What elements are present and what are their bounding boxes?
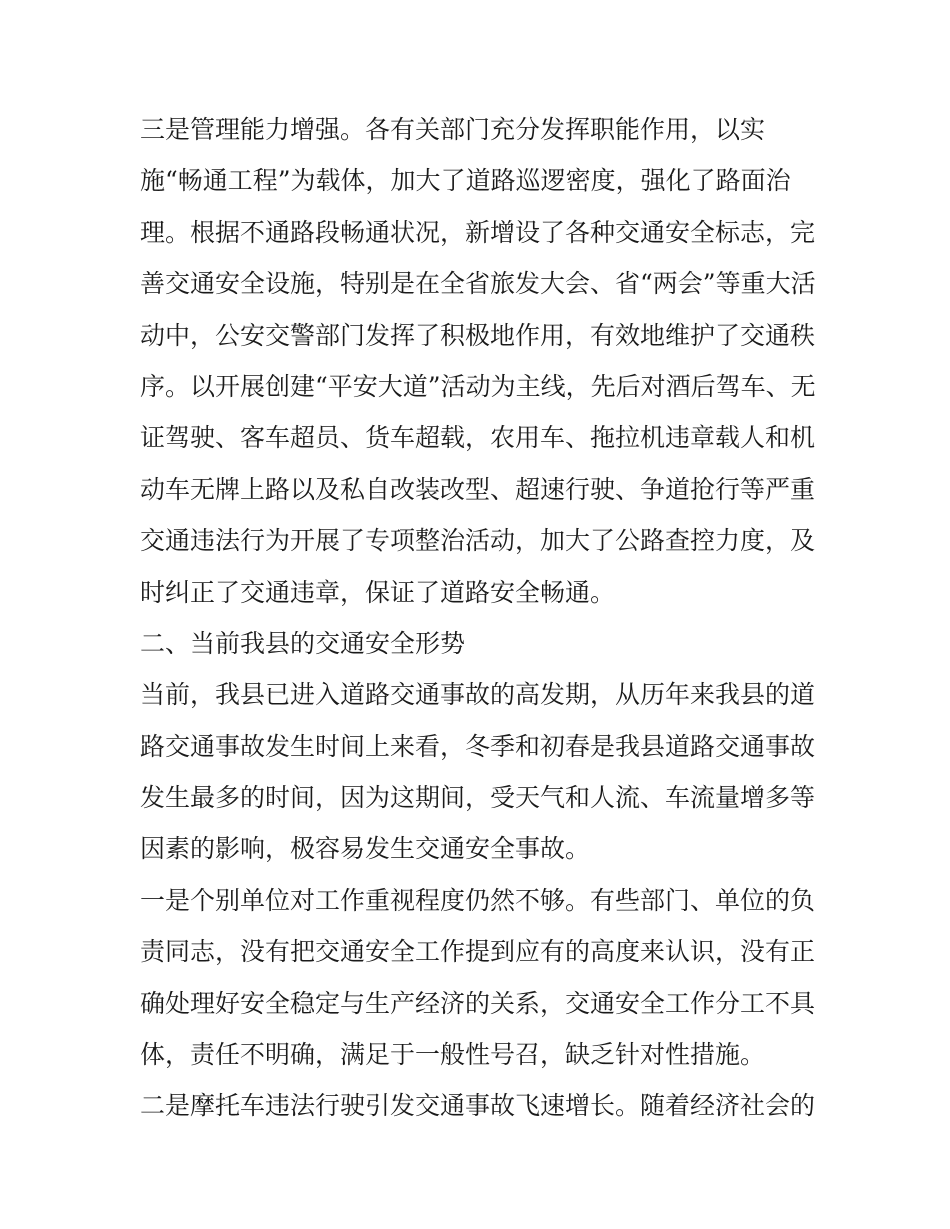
text-line: 发生最多的时间，因为这期间，受天气和人流、车流量增多等 xyxy=(140,783,816,813)
text-line: 理。根据不通路段畅通状况，新增设了各种交通安全标志，完 xyxy=(140,217,816,247)
text-line: 因素的影响，极容易发生交通安全事故。 xyxy=(140,834,591,864)
text-line: 责同志，没有把交通安全工作提到应有的高度来认识，没有正 xyxy=(140,937,816,967)
text-line: 当前，我县已进入道路交通事故的高发期，从历年来我县的道 xyxy=(140,680,816,710)
text-line: 三是管理能力增强。各有关部门充分发挥职能作用，以实 xyxy=(140,115,766,144)
text-line: 确处理好安全稳定与生产经济的关系，交通安全工作分工不具 xyxy=(140,988,816,1018)
section-heading: 二、当前我县的交通安全形势 xyxy=(140,628,466,658)
text-line: 善交通安全设施，特别是在全省旅发大会、省“两会”等重大活 xyxy=(140,269,816,299)
text-line: 二是摩托车违法行驶引发交通事故飞速增长。随着经济社会的 xyxy=(140,1091,816,1121)
text-line: 动中，公安交警部门发挥了积极地作用，有效地维护了交通秩 xyxy=(140,320,816,350)
text-line: 交通违法行为开展了专项整治活动，加大了公路查控力度，及 xyxy=(140,526,816,556)
text-line: 动车无牌上路以及私自改装改型、超速行驶、争道抢行等严重 xyxy=(140,474,816,504)
document-body xyxy=(140,104,820,1132)
text-line: 施“畅通工程”为载体，加大了道路巡逻密度，强化了路面治 xyxy=(140,166,791,196)
text-line: 一是个别单位对工作重视程度仍然不够。有些部门、单位的负 xyxy=(140,885,816,915)
text-line: 时纠正了交通违章，保证了道路安全畅通。 xyxy=(140,577,616,607)
text-line: 路交通事故发生时间上来看，冬季和初春是我县道路交通事故 xyxy=(140,731,816,761)
text-line: 体，责任不明确，满足于一般性号召，缺乏针对性措施。 xyxy=(140,1040,766,1070)
text-line: 证驾驶、客车超员、货车超载，农用车、拖拉机违章载人和机 xyxy=(140,423,816,453)
text-line: 序。以开展创建“平安大道”活动为主线，先后对酒后驾车、无 xyxy=(140,371,816,401)
